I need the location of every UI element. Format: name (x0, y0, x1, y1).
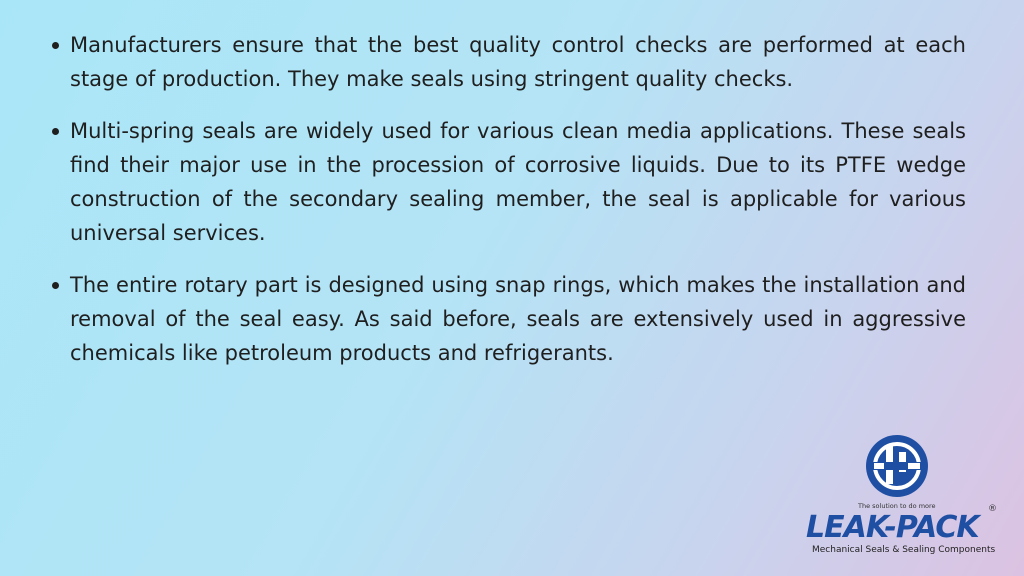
bullet-dot-icon (52, 128, 59, 135)
bullet-text: Manufacturers ensure that the best quality control checks are performed at each stage of production. They make seals using stringent quality checks. (70, 33, 966, 91)
logo-subtitle: Mechanical Seals & Sealing Components (812, 545, 996, 555)
bullet-text: Multi-spring seals are widely used for various clean media applications. These seals find their major use in the procession of corrosive liquids. Due to its PTFE wedge construction of the secondary sealing member, the seal is applicable for various universal services. (70, 119, 966, 245)
bullet-text: The entire rotary part is designed using snap rings, which makes the installation and removal of the seal easy. As said before, seals are extensively used in aggressive chemicals like petroleum products and refrigerants. (70, 273, 966, 365)
logo-emblem-icon (800, 432, 1000, 502)
bullet-item (48, 114, 966, 250)
bullet-list (48, 28, 966, 388)
logo-tagline: The solution to do more (858, 502, 936, 510)
logo-name: LEAK-PACK (806, 510, 979, 545)
bullet-dot-icon (52, 42, 59, 49)
bullet-item (48, 28, 966, 96)
bullet-dot-icon (52, 282, 59, 289)
registered-mark: ® (988, 504, 997, 514)
leak-pack-logo (800, 432, 1000, 562)
bullet-item (48, 268, 966, 370)
